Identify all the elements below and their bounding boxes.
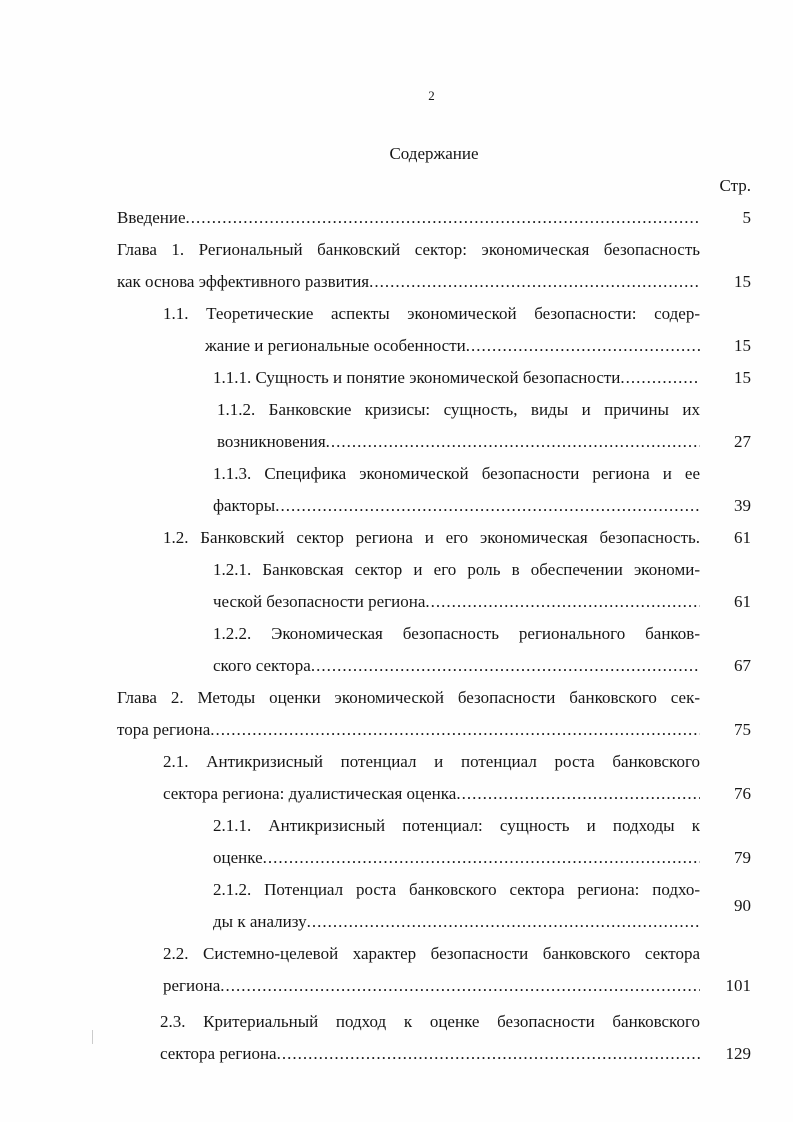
dot-leader xyxy=(620,362,700,394)
toc-entry-section-2-2[interactable] xyxy=(163,938,700,1002)
dot-leader xyxy=(220,970,700,1002)
dot-leader xyxy=(263,842,700,874)
toc-entry-section-2-1-2[interactable] xyxy=(213,874,700,938)
toc-entry-text: Введение xyxy=(117,208,186,227)
toc-entry-text: ческой безопасности региона xyxy=(213,592,426,611)
toc-page-number: 90 xyxy=(734,896,751,915)
page-number: 2 xyxy=(428,88,435,103)
toc-page-number: 61 xyxy=(734,528,751,547)
toc-entry-text: ского сектора xyxy=(213,656,311,675)
toc-entry-section-1-2[interactable] xyxy=(163,522,700,554)
toc-entry-chapter-2[interactable] xyxy=(117,682,700,746)
dot-leader xyxy=(275,490,700,522)
toc-page-number: 27 xyxy=(734,432,751,451)
toc-page-number: 15 xyxy=(734,368,751,387)
toc-entry-text: 1.2.1. Банковская сектор и его роль в обеспечении экономи- xyxy=(213,560,700,579)
toc-entry-text: 1.1. Теоретические аспекты экономической безопасности: содер- xyxy=(163,304,700,323)
toc-entry-chapter-1[interactable] xyxy=(117,234,700,298)
toc-entry-text: региона xyxy=(163,976,221,995)
toc-entry-text: как основа эффективного развития xyxy=(117,272,370,291)
toc-entry-text: 1.2. Банковский сектор региона и его экономическая безопасность. xyxy=(163,528,700,547)
toc-entry-text: 2.1.1. Антикризисный потенциал: сущность и подходы к xyxy=(213,816,700,835)
scan-artifact xyxy=(92,1030,93,1044)
toc-page-number: 61 xyxy=(734,592,751,611)
dot-leader xyxy=(186,202,700,234)
dot-leader xyxy=(210,714,700,746)
toc-entry-text: тора региона xyxy=(117,720,211,739)
toc-page-number: 75 xyxy=(734,720,751,739)
toc-entry-introduction[interactable] xyxy=(117,202,700,234)
dot-leader xyxy=(369,266,700,298)
toc-page-number: 15 xyxy=(734,272,751,291)
toc-entry-text: 2.3. Критериальный подход к оценке безопасности банковского xyxy=(160,1012,700,1031)
toc-entry-section-1-2-2[interactable] xyxy=(213,618,700,682)
toc-entry-text: ды к анализу xyxy=(213,912,307,931)
toc-entry-text: факторы xyxy=(213,496,276,515)
dot-leader xyxy=(456,778,700,810)
toc-entry-text: оценке xyxy=(213,848,263,867)
toc-entry-text: 2.2. Системно-целевой характер безопасности банковского сектора xyxy=(163,944,700,963)
toc-page-number: 101 xyxy=(725,976,751,995)
toc-entry-text: 2.1.2. Потенциал роста банковского сектора региона: подхо- xyxy=(213,880,700,899)
toc-page-number: 5 xyxy=(742,208,751,227)
toc-entry-section-1-1[interactable] xyxy=(163,298,700,362)
toc-entry-text: 2.1. Антикризисный потенциал и потенциал роста банковского xyxy=(163,752,700,771)
dot-leader xyxy=(326,426,700,458)
toc-entry-section-2-1[interactable] xyxy=(163,746,700,810)
dot-leader xyxy=(311,650,700,682)
toc-entry-section-1-1-3[interactable] xyxy=(213,458,700,522)
dot-leader xyxy=(425,586,700,618)
toc-entry-text: 1.1.1. Сущность и понятие экономической безопасности xyxy=(213,368,621,387)
toc-entry-text: 1.1.2. Банковские кризисы: сущность, виды и причины их xyxy=(217,400,700,419)
toc-entry-text: возникновения xyxy=(217,432,326,451)
toc-page-number: 129 xyxy=(725,1044,751,1063)
toc-entry-section-1-2-1[interactable] xyxy=(213,554,700,618)
toc-entry-section-1-1-2[interactable] xyxy=(217,394,700,458)
toc-page-number: 76 xyxy=(734,784,751,803)
toc-entry-text: Глава 2. Методы оценки экономической безопасности банковского сек- xyxy=(117,688,700,707)
toc-entry-text: 1.2.2. Экономическая безопасность регионального банков- xyxy=(213,624,700,643)
toc-page-number: 39 xyxy=(734,496,751,515)
toc-page-number: 79 xyxy=(734,848,751,867)
toc-entry-text: жание и региональные особенности xyxy=(205,336,466,355)
dot-leader xyxy=(277,1038,700,1070)
toc-entry-text: сектора региона: дуалистическая оценка xyxy=(163,784,457,803)
toc-entry-section-2-1-1[interactable] xyxy=(213,810,700,874)
page-title: Содержание xyxy=(389,144,479,163)
toc-entry-text: сектора региона xyxy=(160,1044,277,1063)
dot-leader xyxy=(466,330,700,362)
dot-leader xyxy=(307,906,700,938)
toc-page-number: 15 xyxy=(734,336,751,355)
toc-entry-text: 1.1.3. Специфика экономической безопасности региона и ее xyxy=(213,464,700,483)
toc-entry-section-2-3[interactable] xyxy=(160,1006,700,1070)
toc-page-number: 67 xyxy=(734,656,751,675)
page-column-label: Стр. xyxy=(719,176,751,195)
toc-entry-section-1-1-1[interactable] xyxy=(213,362,700,394)
toc-entry-text: Глава 1. Региональный банковский сектор: экономическая безопасность xyxy=(117,240,700,259)
